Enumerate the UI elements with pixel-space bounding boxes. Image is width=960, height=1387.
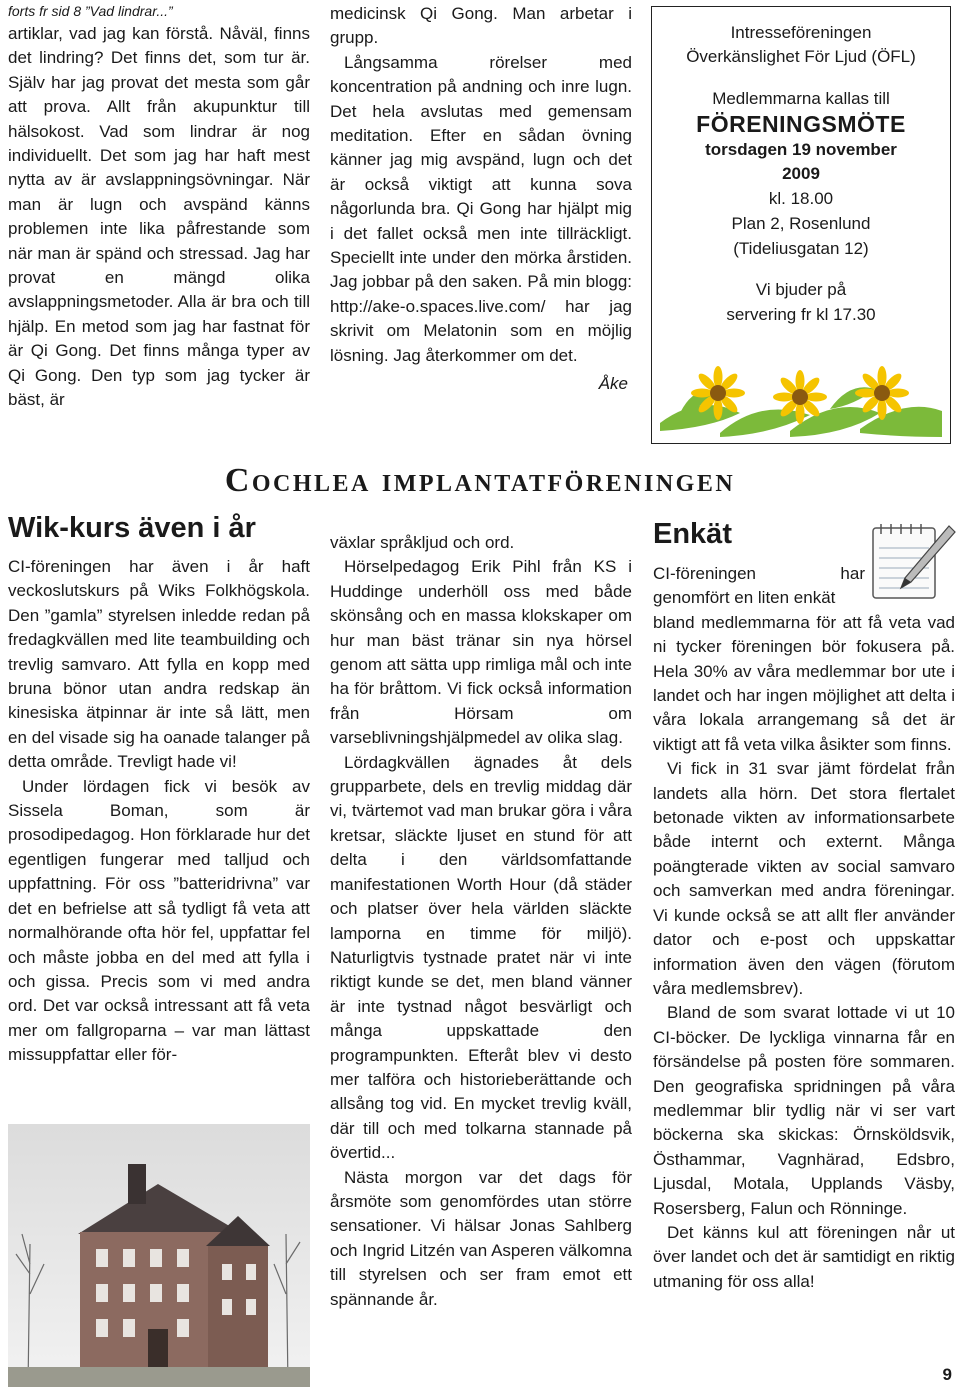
place-line: (Tideliusgatan 12) bbox=[733, 239, 869, 258]
paragraph: Nästa morgon var det dags för årsmöte som genomfördes utan större sensationer. Vi hälsar Jonas Sahlberg och Ingrid Litzén van Asperen välkomna till styrelsen och ser fram emot ett spännande år. bbox=[330, 1167, 632, 1309]
meeting-date bbox=[652, 138, 950, 186]
article-heading-wik: Wik-kurs även i år bbox=[8, 512, 256, 544]
date-line: 2009 bbox=[782, 164, 820, 183]
meeting-time: kl. 18.00 bbox=[768, 189, 834, 208]
paragraph: växlar språkljud och ord. bbox=[330, 533, 515, 552]
sunflower-decoration bbox=[660, 353, 942, 437]
paragraph: artiklar, vad jag kan förstå. Nåväl, finns det lindring? Det finns det, som tur är. Själv har jag provat det mesta som går att prova. Allt från akupunktur till hälsokost. Vad som lindrar är nog individuellt. Det som jag har haft mest nytta av är avslappningsövningar. När man är lugn och avspänd känns problemen inte lika påfrestande som när man är spänd och stressad. Jag har provat en mängd olika avslappningsmetoder. Alla är bra och till hjälp. En metod som jag har fastnat för är Qi Gong. Det finns många typer av Qi Gong. Den typ som jag tycker är bäst, är bbox=[8, 24, 310, 410]
organization-name bbox=[652, 21, 950, 69]
page-number: 9 bbox=[942, 1365, 952, 1384]
wik-article-column-2 bbox=[330, 531, 632, 1312]
signature: Åke bbox=[598, 374, 628, 394]
meeting-title: FÖRENINGSMÖTE bbox=[696, 111, 906, 137]
paragraph: Långsamma rörelser med koncentration på andning och inre lugn. Det hela avslutas med gemensam meditation. Efter en sådan övning känner jag mig avspänd, lugn och det är också viktigt att kunna sova någorlunda bra. Qi Gong har hjälpt mig i det fallet också men inte tillräckligt. Speciellt inte under den mörka årstiden. Jag jobbar på den saken. På min blogg: http://ake-o.spaces.live.com/ har jag skrivit om Melatonin som en möjlig lösning. Jag återkommer om det. bbox=[330, 52, 632, 365]
place-line: Plan 2, Rosenlund bbox=[731, 214, 871, 233]
refreshments-note bbox=[652, 277, 950, 327]
org-line: Överkänslighet För Ljud (ÖFL) bbox=[686, 47, 916, 66]
paragraph: medicinsk Qi Gong. Man arbetar i grupp. bbox=[330, 4, 632, 48]
offer-line: Vi bjuder på bbox=[755, 280, 847, 299]
paragraph: Det känns kul att föreningen når ut över landet och det är samtidigt en riktig utmaning för oss alla! bbox=[653, 1222, 955, 1291]
paragraph: bland medlemmarna för att få veta vad ni tycker föreningen bör fokusera på. Hela 30% av våra medlemmar bor ute i landet och har ingen möjlighet att delta i våra lokala arrangemang så det är viktigt att få veta vilka åsikter som finns. bbox=[653, 612, 955, 754]
paragraph: CI-föreningen har även i år haft veckoslutskurs på Wiks Folkhögskola. Den ”gamla” styrelsen inledde redan på fredagkvällen med lite teambuilding och trevlig samvaro. Att fylla en kopp med bruna bönor utan andra redskap än kinesiska ätpinnar är inte så lätt, men en del visade sig ha oanade talanger på detta område. Trevligt hade vi! bbox=[8, 557, 310, 772]
section-banner: Cochlea implantatföreningen bbox=[224, 462, 736, 499]
meeting-time-place bbox=[652, 186, 950, 261]
continued-from-note: forts fr sid 8 ”Vad lindrar...” bbox=[8, 3, 173, 19]
top-article-column-1 bbox=[8, 2, 310, 413]
paragraph: Under lördagen fick vi besök av Sissela Boman, som är prosodipedagog. Hon förklarade hur det egentligen fungerar med talljud och uppfattning. För oss ”batteridrivna” var det en befrielse att så tydligt få veta att normalhörande ofta hör fel, uppfattar fel och måste jobba en del med att fylla i och gissa. Precis som vi med andra ord. Det var också intressant att få veta mer om fallgroparna – var man lättast missuppfattar eller för- bbox=[8, 776, 310, 1065]
paragraph: Lördagkvällen ägnades åt dels grupparbete, dels en trevlig middag där vi, tvärtemot vad man brukar göra i våra kretsar, släckte ljuset en stund för att delta i den världsomfattande manifestationen Worth Hour (då städer och platser över hela världen släckte lamporna en timme för miljö). Naturligtvis tystnade pratet när vi inte riktigt kunde se det, men bland vänner är inte tystnad något besvärligt och många uppskattade den programpunkten. Efteråt blev vi desto mer talföra och historieberättande och allsång tog vid. En mycket trevlig kväll, där till och med tolkarna stannade på övertid... bbox=[330, 752, 632, 1163]
wik-article-column-1 bbox=[8, 555, 310, 1068]
meeting-invitation-box bbox=[651, 6, 951, 444]
invitation-call: Medlemmarna kallas till bbox=[712, 89, 890, 108]
article-heading-enkat: Enkät bbox=[653, 518, 732, 550]
top-article-column-2 bbox=[330, 2, 632, 397]
paragraph: Bland de som svarat lottade vi ut 10 CI-böcker. De lyckliga vinnarna får en försändelse på posten före sommaren. Den geografiska spridningen på våra medlemmar blir tydlig när vi ser vart böckerna ska skickas: Örnsköldsvik, Östhammar, Vagnhärad, Edsbro, Ljusdal, Motala, Upplands Väsby, Rosersberg, Falun och Rönninge. bbox=[653, 1003, 955, 1218]
castle-photo bbox=[8, 1124, 310, 1387]
paragraph-intro: CI-föreningen har genomfört en liten enkät bbox=[653, 564, 865, 608]
offer-line: servering fr kl 17.30 bbox=[726, 305, 876, 324]
paragraph: Hörselpedagog Erik Pihl från KS i Huddinge underhöll oss med både skönsång och en massa klokskaper om hur man bäst tränar sin nya hörsel genom att sätta upp rimliga mål och inte ha för bråttom. Vi fick också information från Hörsam om varseblivningshjälpmedel av olika slag. bbox=[330, 557, 632, 748]
paragraph: Vi fick in 31 svar jämt fördelat från landets alla hörn. Det stora flertalet betonade vikten av informationsarbete både internt och externt. Många poängterade vikten av social samvaro och samverkan med andra föreningar. Vi kunde också se att allt fler använder dator och e-post och uppskattar information även den vägen (förutom våra medlemsbrev). bbox=[653, 759, 955, 998]
org-line: Intresseföreningen bbox=[730, 23, 872, 42]
enkat-article-column bbox=[653, 562, 955, 1294]
date-line: torsdagen 19 november bbox=[705, 140, 897, 159]
